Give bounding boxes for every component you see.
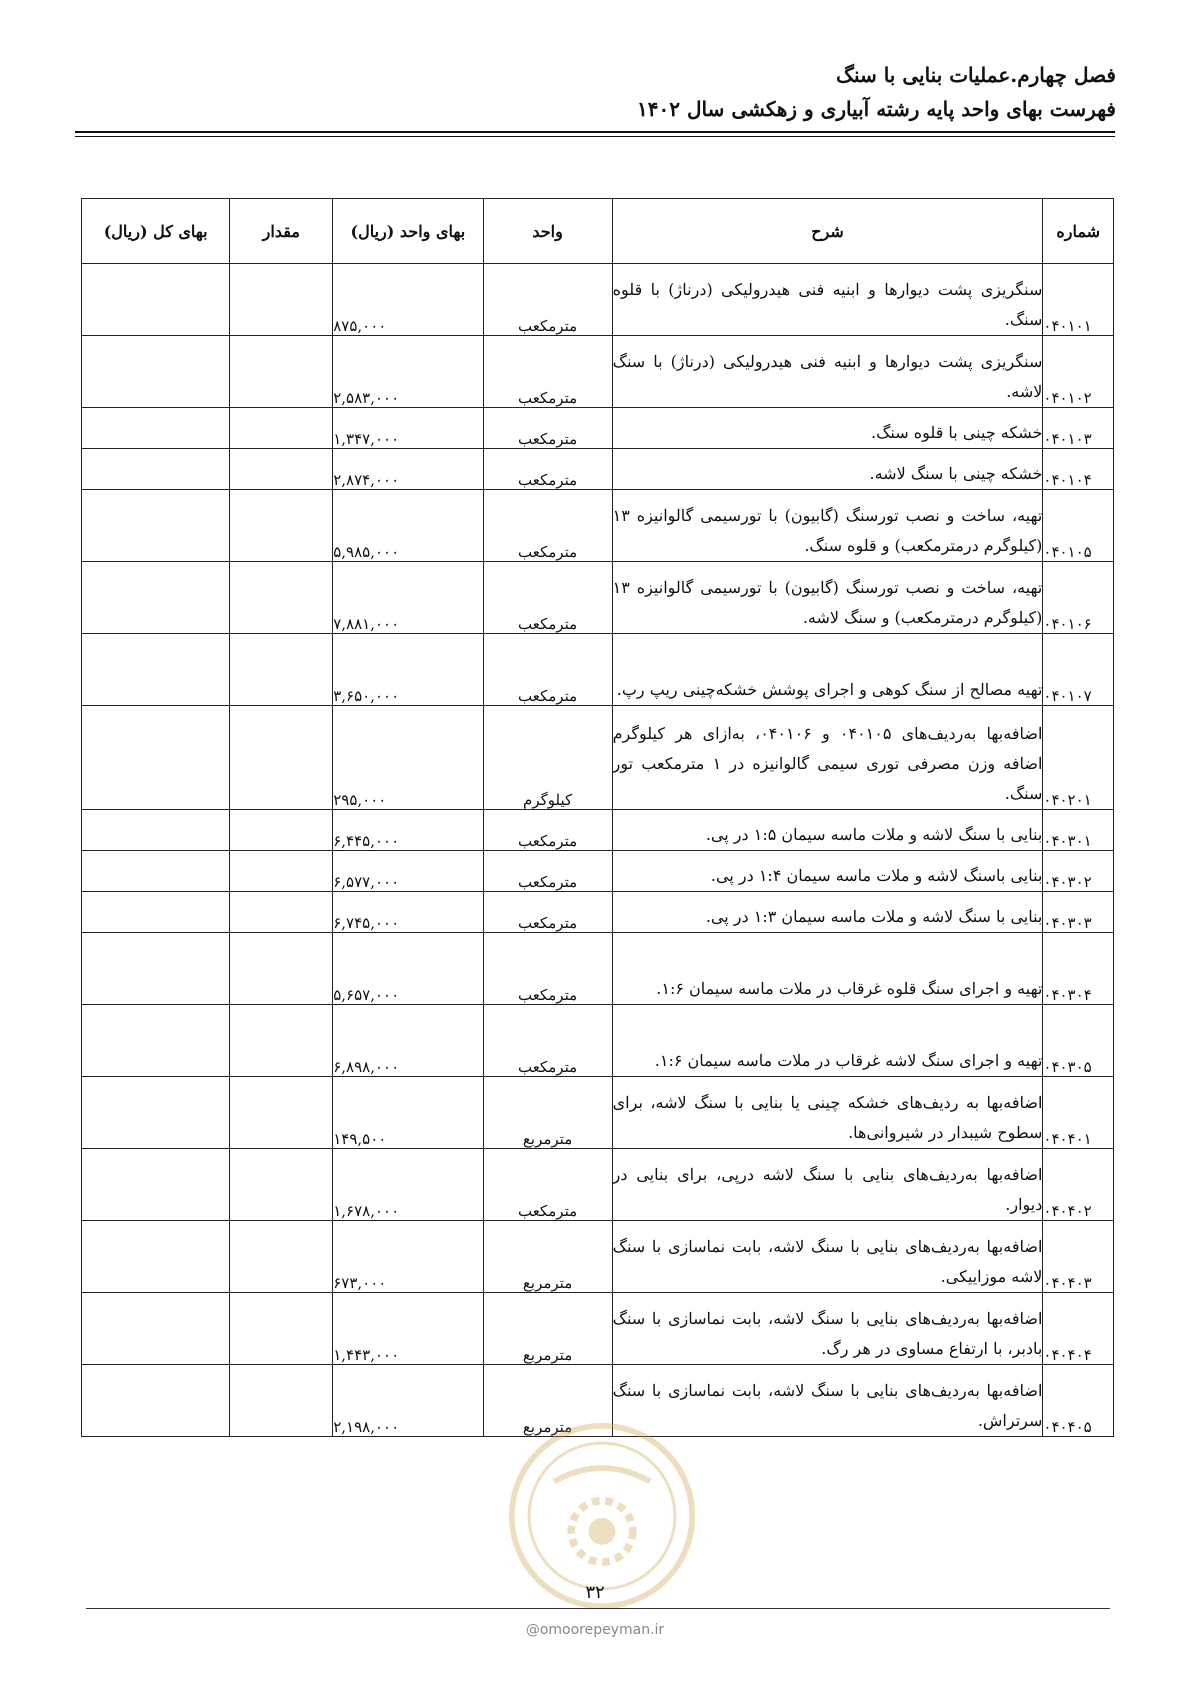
row-unit: مترمکعب [483, 810, 612, 851]
row-unit-price: ۲,۵۸۳,۰۰۰ [333, 336, 483, 408]
row-number: ۰۴۰۳۰۳ [1043, 892, 1114, 933]
row-unit: مترمکعب [483, 1005, 612, 1077]
row-total-price [82, 810, 230, 851]
row-description: تهیه و اجرای سنگ لاشه غرقاب در ملات ماسه سیمان ۱:۶. [612, 1005, 1043, 1077]
row-unit-price: ۶,۵۷۷,۰۰۰ [333, 851, 483, 892]
document-title: فهرست بهای واحد پایه رشته آبیاری و زهکشی سال ۱۴۰۲ [637, 97, 1116, 121]
row-total-price [82, 1221, 230, 1293]
row-unit-price: ۶,۴۴۵,۰۰۰ [333, 810, 483, 851]
row-number: ۰۴۰۱۰۴ [1043, 449, 1114, 490]
row-quantity [230, 892, 333, 933]
row-quantity [230, 1221, 333, 1293]
table-row [82, 336, 1114, 408]
row-total-price [82, 892, 230, 933]
row-number: ۰۴۰۱۰۱ [1043, 264, 1114, 336]
row-number: ۰۴۰۳۰۱ [1043, 810, 1114, 851]
row-unit-price: ۶,۷۴۵,۰۰۰ [333, 892, 483, 933]
row-total-price [82, 706, 230, 810]
row-total-price [82, 1005, 230, 1077]
row-unit-price: ۱,۳۴۷,۰۰۰ [333, 408, 483, 449]
table-row [82, 1149, 1114, 1221]
table-row [82, 490, 1114, 562]
row-number: ۰۴۰۴۰۱ [1043, 1077, 1114, 1149]
row-quantity [230, 634, 333, 706]
row-unit: مترمکعب [483, 264, 612, 336]
row-number: ۰۴۰۱۰۷ [1043, 634, 1114, 706]
table-row [82, 408, 1114, 449]
row-unit-price: ۱,۴۴۳,۰۰۰ [333, 1293, 483, 1365]
row-quantity [230, 1005, 333, 1077]
header-unit: واحد [483, 199, 612, 264]
row-unit: مترمربع [483, 1365, 612, 1437]
row-quantity [230, 1365, 333, 1437]
header-number: شماره [1043, 199, 1114, 264]
row-unit: مترمکعب [483, 562, 612, 634]
row-unit: مترمربع [483, 1221, 612, 1293]
row-unit-price: ۷,۸۸۱,۰۰۰ [333, 562, 483, 634]
row-unit-price: ۳,۶۵۰,۰۰۰ [333, 634, 483, 706]
row-unit: مترمکعب [483, 933, 612, 1005]
row-number: ۰۴۰۱۰۲ [1043, 336, 1114, 408]
row-quantity [230, 933, 333, 1005]
row-total-price [82, 1077, 230, 1149]
row-description: اضافه‌بها به‌ردیف‌های بنایی با سنگ لاشه، بابت نماسازی با سنگ لاشه موزاییکی. [612, 1221, 1043, 1293]
row-description: بنایی باسنگ لاشه و ملات ماسه سیمان ۱:۴ در پی. [612, 851, 1043, 892]
row-unit-price: ۲۹۵,۰۰۰ [333, 706, 483, 810]
row-description: اضافه‌بها به‌ردیف‌های ۰۴۰۱۰۵ و ۰۴۰۱۰۶، به‌ازای هر کیلوگرم اضافه وزن مصرفی توری سیمی گالوانیزه در ۱ مترمکعب تور سنگ. [612, 706, 1043, 810]
table-row [82, 264, 1114, 336]
row-description: بنایی با سنگ لاشه و ملات ماسه سیمان ۱:۳ در پی. [612, 892, 1043, 933]
row-unit: مترمکعب [483, 449, 612, 490]
row-unit: مترمربع [483, 1293, 612, 1365]
row-quantity [230, 264, 333, 336]
header-rule-thin [75, 136, 1115, 137]
table-row [82, 1293, 1114, 1365]
row-number: ۰۴۰۴۰۲ [1043, 1149, 1114, 1221]
row-description: تهیه و اجرای سنگ قلوه غرقاب در ملات ماسه سیمان ۱:۶. [612, 933, 1043, 1005]
row-number: ۰۴۰۴۰۵ [1043, 1365, 1114, 1437]
row-description: تهیه، ساخت و نصب تورسنگ (گابیون) با تورسیمی گالوانیزه ۱۳ (کیلوگرم درمترمکعب) و سنگ لاشه. [612, 562, 1043, 634]
table-row [82, 634, 1114, 706]
row-description: سنگریزی پشت دیوارها و ابنیه فنی هیدرولیکی (درناژ) با قلوه سنگ. [612, 264, 1043, 336]
row-unit: کیلوگرم [483, 706, 612, 810]
table-row [82, 706, 1114, 810]
row-total-price [82, 851, 230, 892]
row-description: خشکه چینی با سنگ لاشه. [612, 449, 1043, 490]
row-number: ۰۴۰۴۰۳ [1043, 1221, 1114, 1293]
header-quantity: مقدار [230, 199, 333, 264]
price-table [81, 198, 1114, 1437]
header-rule-thick [75, 131, 1115, 133]
header-description: شرح [612, 199, 1043, 264]
row-description: سنگریزی پشت دیوارها و ابنیه فنی هیدرولیکی (درناژ) با سنگ لاشه. [612, 336, 1043, 408]
row-total-price [82, 933, 230, 1005]
row-unit-price: ۲,۱۹۸,۰۰۰ [333, 1365, 483, 1437]
row-quantity [230, 562, 333, 634]
table-row [82, 1005, 1114, 1077]
row-number: ۰۴۰۱۰۶ [1043, 562, 1114, 634]
row-unit-price: ۸۷۵,۰۰۰ [333, 264, 483, 336]
row-description: بنایی با سنگ لاشه و ملات ماسه سیمان ۱:۵ در پی. [612, 810, 1043, 851]
row-total-price [82, 1149, 230, 1221]
row-quantity [230, 336, 333, 408]
row-number: ۰۴۰۳۰۵ [1043, 1005, 1114, 1077]
row-description: اضافه‌بها به‌ردیف‌های بنایی با سنگ لاشه درپی، برای بنایی در دیوار. [612, 1149, 1043, 1221]
row-quantity [230, 449, 333, 490]
row-quantity [230, 1149, 333, 1221]
row-total-price [82, 336, 230, 408]
table-row [82, 892, 1114, 933]
row-number: ۰۴۰۱۰۳ [1043, 408, 1114, 449]
row-unit: مترمکعب [483, 892, 612, 933]
header-unit-price: بهای واحد (ریال) [333, 199, 483, 264]
table-header-row [82, 199, 1114, 264]
row-total-price [82, 1365, 230, 1437]
row-total-price [82, 562, 230, 634]
table-row [82, 1221, 1114, 1293]
row-description: تهیه، ساخت و نصب تورسنگ (گابیون) با تورسیمی گالوانیزه ۱۳ (کیلوگرم درمترمکعب) و قلوه سنگ. [612, 490, 1043, 562]
row-unit: مترمکعب [483, 408, 612, 449]
row-unit: مترمکعب [483, 336, 612, 408]
row-quantity [230, 1293, 333, 1365]
header-total-price: بهای کل (ریال) [82, 199, 230, 264]
row-total-price [82, 264, 230, 336]
row-unit: مترمکعب [483, 851, 612, 892]
row-unit-price: ۱۴۹,۵۰۰ [333, 1077, 483, 1149]
row-unit-price: ۲,۸۷۴,۰۰۰ [333, 449, 483, 490]
page-number: ۳۲ [585, 1582, 605, 1603]
row-description: اضافه‌بها به‌ردیف‌های بنایی با سنگ لاشه، بابت نماسازی با سنگ بادبر، با ارتفاع مساوی در هر رگ. [612, 1293, 1043, 1365]
website-watermark: @omoorepeyman.ir [525, 1622, 665, 1638]
table-row [82, 810, 1114, 851]
row-description: خشکه چینی با قلوه سنگ. [612, 408, 1043, 449]
row-unit-price: ۶۷۳,۰۰۰ [333, 1221, 483, 1293]
row-total-price [82, 408, 230, 449]
row-unit-price: ۱,۶۷۸,۰۰۰ [333, 1149, 483, 1221]
row-number: ۰۴۰۳۰۲ [1043, 851, 1114, 892]
row-quantity [230, 490, 333, 562]
footer-rule [86, 1608, 1110, 1609]
row-total-price [82, 1293, 230, 1365]
row-description: اضافه‌بها به ردیف‌های خشکه چینی یا بنایی با سنگ لاشه، برای سطوح شیبدار در شیروانی‌ها. [612, 1077, 1043, 1149]
row-unit: مترمربع [483, 1077, 612, 1149]
row-unit-price: ۶,۸۹۸,۰۰۰ [333, 1005, 483, 1077]
table-row [82, 933, 1114, 1005]
table-row [82, 562, 1114, 634]
row-unit: مترمکعب [483, 634, 612, 706]
row-quantity [230, 851, 333, 892]
table-row [82, 449, 1114, 490]
row-unit-price: ۵,۶۵۷,۰۰۰ [333, 933, 483, 1005]
row-total-price [82, 449, 230, 490]
row-description: تهیه مصالح از سنگ کوهی و اجرای پوشش خشکه‌چینی ریپ رپ. [612, 634, 1043, 706]
row-number: ۰۴۰۴۰۴ [1043, 1293, 1114, 1365]
row-number: ۰۴۰۳۰۴ [1043, 933, 1114, 1005]
row-quantity [230, 408, 333, 449]
table-row [82, 851, 1114, 892]
row-description: اضافه‌بها به‌ردیف‌های بنایی با سنگ لاشه، بابت نماسازی با سنگ سرتراش. [612, 1365, 1043, 1437]
row-total-price [82, 490, 230, 562]
row-number: ۰۴۰۲۰۱ [1043, 706, 1114, 810]
page-header [76, 58, 1116, 126]
row-quantity [230, 1077, 333, 1149]
row-number: ۰۴۰۱۰۵ [1043, 490, 1114, 562]
chapter-title: فصل چهارم.عملیات بنایی با سنگ [836, 63, 1116, 87]
row-quantity [230, 706, 333, 810]
row-unit: مترمکعب [483, 490, 612, 562]
row-unit-price: ۵,۹۸۵,۰۰۰ [333, 490, 483, 562]
row-unit: مترمکعب [483, 1149, 612, 1221]
row-total-price [82, 634, 230, 706]
table-row [82, 1077, 1114, 1149]
row-quantity [230, 810, 333, 851]
